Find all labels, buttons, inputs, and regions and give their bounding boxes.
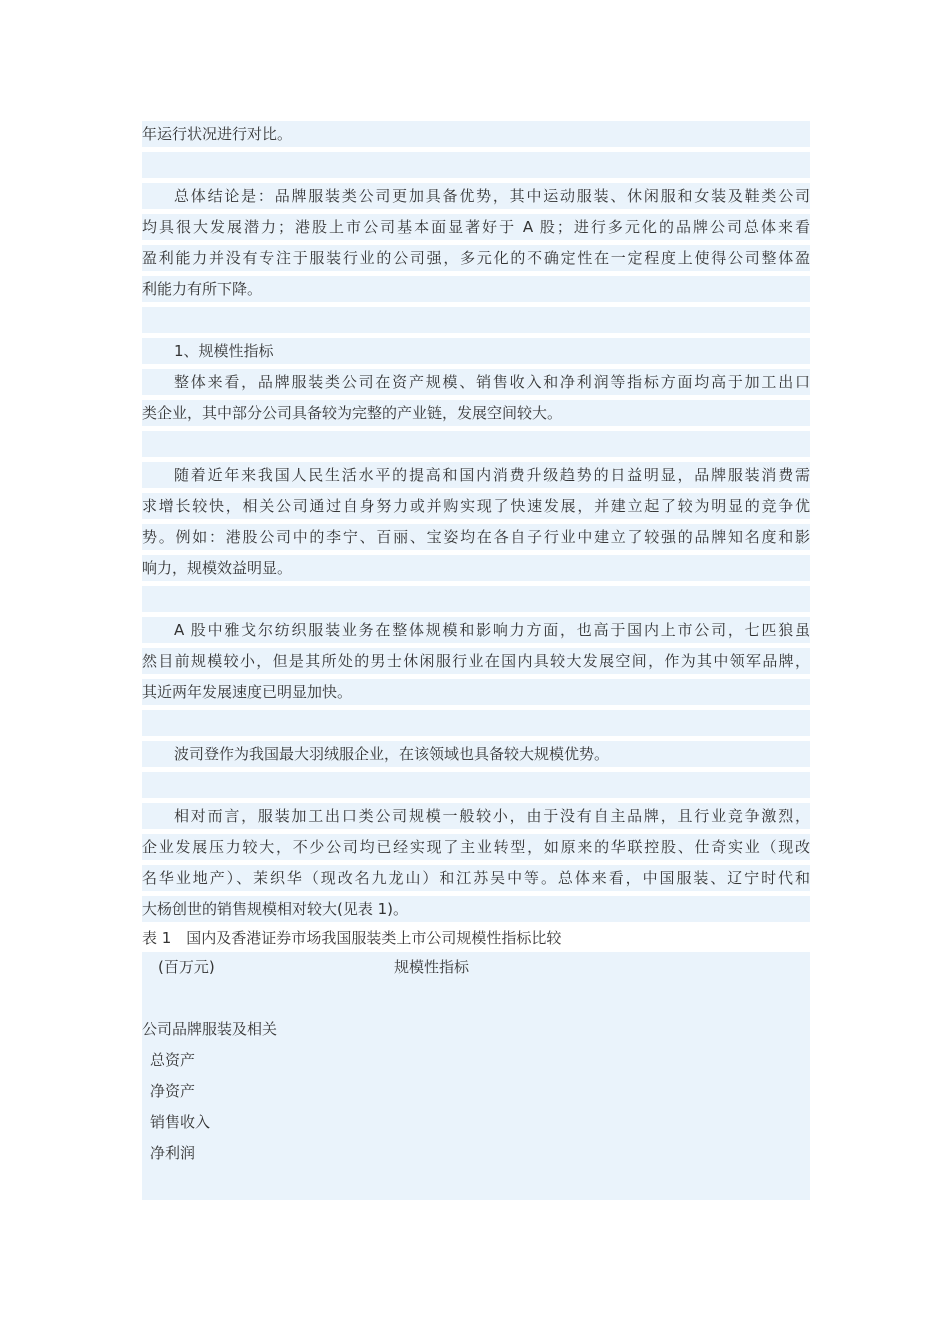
unit-label: (百万元) — [158, 958, 215, 976]
text-line: 年运行状况进行对比。 — [142, 121, 810, 147]
blank-line — [142, 772, 810, 798]
text-line: 相对而言，服装加工出口类公司规模一般较小，由于没有自主品牌，且行业竞争激烈， — [142, 803, 810, 829]
text-line: 企业发展压力较大，不少公司均已经实现了主业转型，如原来的华联控股、仕奇实业（现改 — [142, 834, 810, 860]
metric-sales-revenue: 销售收入 — [150, 1113, 211, 1131]
data-table — [142, 952, 810, 1200]
metric-net-profit: 净利润 — [150, 1144, 196, 1162]
section-heading: 1、规模性指标 — [142, 338, 810, 364]
text-line: 整体来看，品牌服装类公司在资产规模、销售收入和净利润等指标方面均高于加工出口 — [142, 369, 810, 395]
text-line: A 股中雅戈尔纺织服装业务在整体规模和影响力方面，也高于国内上市公司，七匹狼虽 — [142, 617, 810, 643]
article-body — [142, 121, 810, 1200]
text-line: 波司登作为我国最大羽绒服企业，在该领域也具备较大规模优势。 — [142, 741, 810, 767]
blank-line — [142, 431, 810, 457]
text-line: 响力，规模效益明显。 — [142, 555, 810, 581]
text-line: 大杨创世的销售规模相对较大(见表 1)。 — [142, 896, 810, 922]
table-caption: 表 1 国内及香港证券市场我国服装类上市公司规模性指标比较 — [142, 924, 810, 952]
table-spacer — [142, 983, 810, 1014]
text-line: 其近两年发展速度已明显加快。 — [142, 679, 810, 705]
text-line: 盈利能力并没有专注于服装行业的公司强，多元化的不确定性在一定程度上使得公司整体盈 — [142, 245, 810, 271]
text-line: 均具很大发展潜力；港股上市公司基本面显著好于 A 股；进行多元化的品牌公司总体来看 — [142, 214, 810, 240]
company-header: 公司品牌服装及相关 — [142, 1020, 278, 1038]
text-line: 势。例如：港股公司中的李宁、百丽、宝姿均在各自子行业中建立了较强的品牌知名度和影 — [142, 524, 810, 550]
metric-net-assets: 净资产 — [150, 1082, 196, 1100]
text-line: 名华业地产）、茉织华（现改名九龙山）和江苏吴中等。总体来看，中国服装、辽宁时代和 — [142, 865, 810, 891]
text-line: 然目前规模较小，但是其所处的男士休闲服行业在国内具较大发展空间，作为其中领军品牌， — [142, 648, 810, 674]
blank-line — [142, 152, 810, 178]
metric-total-assets: 总资产 — [150, 1051, 196, 1069]
table-header-row — [142, 952, 810, 983]
table-spacer — [142, 1169, 810, 1200]
blank-line — [142, 710, 810, 736]
text-line: 求增长较快，相关公司通过自身努力或并购实现了快速发展，并建立起了较为明显的竞争优 — [142, 493, 810, 519]
group-header: 规模性指标 — [394, 958, 470, 976]
blank-line — [142, 307, 810, 333]
text-line: 类企业，其中部分公司具备较为完整的产业链，发展空间较大。 — [142, 400, 810, 426]
text-line: 利能力有所下降。 — [142, 276, 810, 302]
text-line: 总体结论是：品牌服装类公司更加具备优势，其中运动服装、休闲服和女装及鞋类公司 — [142, 183, 810, 209]
text-line: 随着近年来我国人民生活水平的提高和国内消费升级趋势的日益明显，品牌服装消费需 — [142, 462, 810, 488]
blank-line — [142, 586, 810, 612]
